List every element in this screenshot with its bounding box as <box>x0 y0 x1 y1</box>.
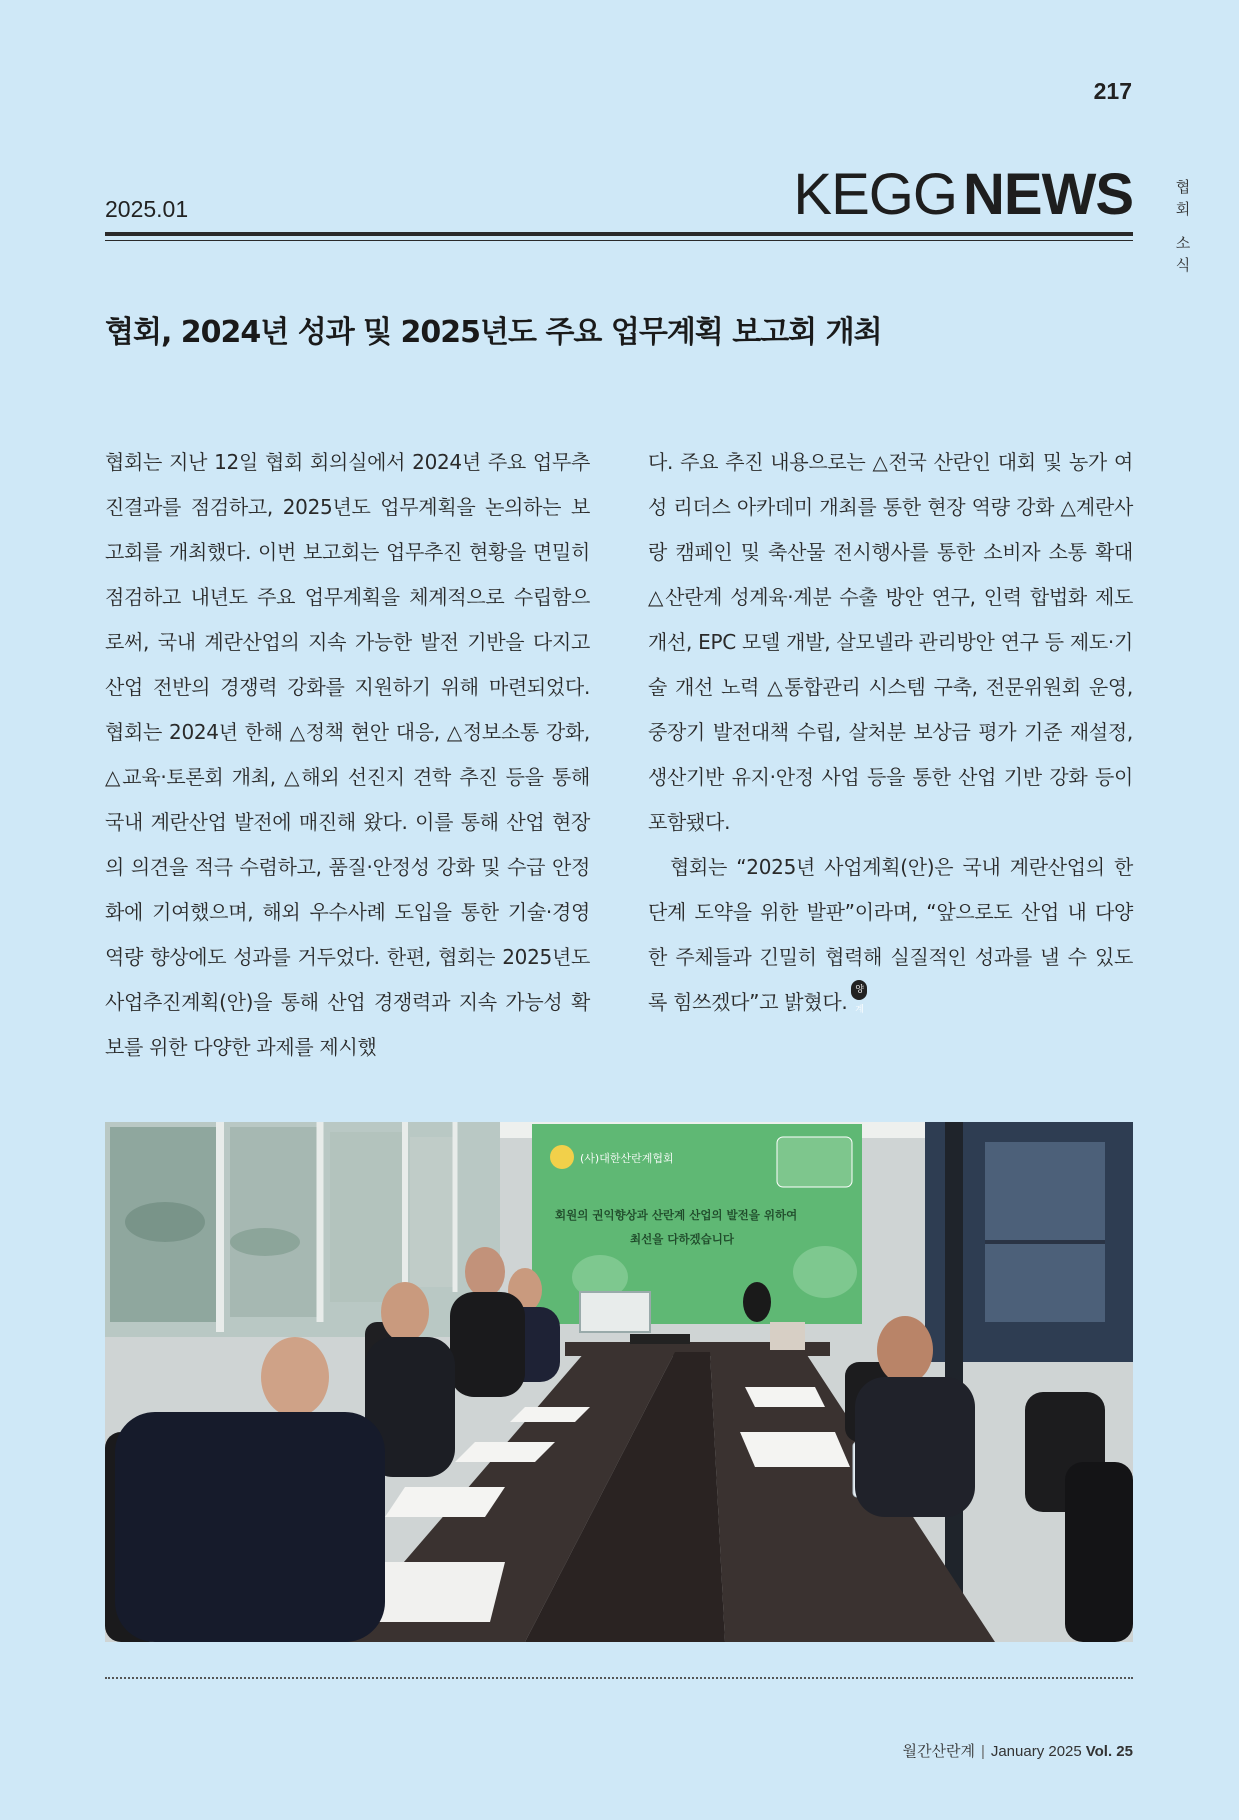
footer-volume: Vol. 25 <box>1085 1743 1133 1760</box>
article-quote-text: 협회는 “2025년 사업계획(안)은 국내 계란산업의 한 단계 도약을 위한 발판”이라며, “앞으로도 산업 내 다양한 주체들과 긴밀히 협력해 실질적인 성과를 낼 수 있도록 힘쓰겠다”고 밝혔다. <box>648 855 1133 1014</box>
section-label <box>1174 176 1192 276</box>
meeting-photo <box>105 1122 1133 1642</box>
article-paragraph-quote <box>648 845 1133 1025</box>
issue-date: 2025.01 <box>105 196 189 222</box>
section-label-char: 회 <box>1175 200 1191 218</box>
masthead-light: KEGG <box>793 162 957 227</box>
article-paragraph: 협회는 지난 12일 협회 회의실에서 2024년 주요 업무추진결과를 점검하고, 2025년도 업무계획을 논의하는 보고회를 개최했다. 이번 보고회는 업무추진 현황을 면밀히 점검하고 내년도 주요 업무계획을 체계적으로 수립함으로써, 국내 계란산업의 지속 가능한 발전 기반을 다지고 산업 전반의 경쟁력 강화를 지원하기 위해 마련되었다. 협회는 2024년 한해 △정책 현안 대응, △정보소통 강화, △교육·토론회 개최, △해외 선진지 견학 추진 등을 통해 국내 계란산업 발전에 매진해 왔다. 이를 통해 산업 현장의 의견을 적극 수렴하고, 품질·안정성 강화 및 수급 안정화에 기여했으며, 해외 우수사례 도입을 통한 기술·경영 역량 향상에도 성과를 거두었다. 한편, 협회는 2025년도 사업추진계획(안)을 통해 산업 경쟁력과 지속 가능성 확보를 위한 다양한 과제를 제시했 <box>105 450 590 1059</box>
header-rule-thin <box>105 240 1133 241</box>
article-paragraph: 다. 주요 추진 내용으로는 △전국 산란인 대회 및 농가 여성 리더스 아카데미 개최를 통한 현장 역량 강화 △계란사랑 캠페인 및 축산물 전시행사를 통한 소비자 소통 확대 △산란계 성계육·계분 수출 방안 연구, 인력 합법화 제도개선, EPC 모델 개발, 살모넬라 관리방안 연구 등 제도·기술 개선 노력 △통합관리 시스템 구축, 전문위원회 운영, 중장기 발전대책 수립, 살처분 보상금 평가 기준 재설정, 생산기반 유지·안정 사업 등을 통한 산업 기반 강화 등이 포함됐다. <box>648 450 1133 834</box>
section-label-char: 식 <box>1175 256 1191 274</box>
end-mark-icon: 양계 <box>851 980 867 1000</box>
header-rule-thick <box>105 232 1133 236</box>
banner-slogan-2: 최선을 다하겠습니다 <box>630 1232 734 1246</box>
banner-slogan-1: 회원의 권익향상과 산란계 산업의 발전을 위하여 <box>555 1208 798 1222</box>
masthead-logo <box>793 162 1133 227</box>
article-headline: 협회, 2024년 성과 및 2025년도 주요 업무계획 보고회 개최 <box>105 315 882 350</box>
page-number: 217 <box>1093 78 1132 104</box>
footer-magazine: 월간산란계 <box>902 1743 975 1760</box>
section-label-char: 협 <box>1175 178 1191 196</box>
article-column-right <box>648 440 1133 1025</box>
footer: 월간산란계 | January 2025 Vol. 25 <box>902 1743 1133 1760</box>
article-column-left <box>105 440 590 1070</box>
banner-org-text: (사)대한산란계협회 <box>580 1152 674 1165</box>
footer-month: January 2025 <box>990 1743 1082 1760</box>
footer-divider <box>105 1677 1133 1679</box>
section-label-char: 소 <box>1175 234 1191 252</box>
masthead-bold: NEWS <box>963 162 1133 227</box>
